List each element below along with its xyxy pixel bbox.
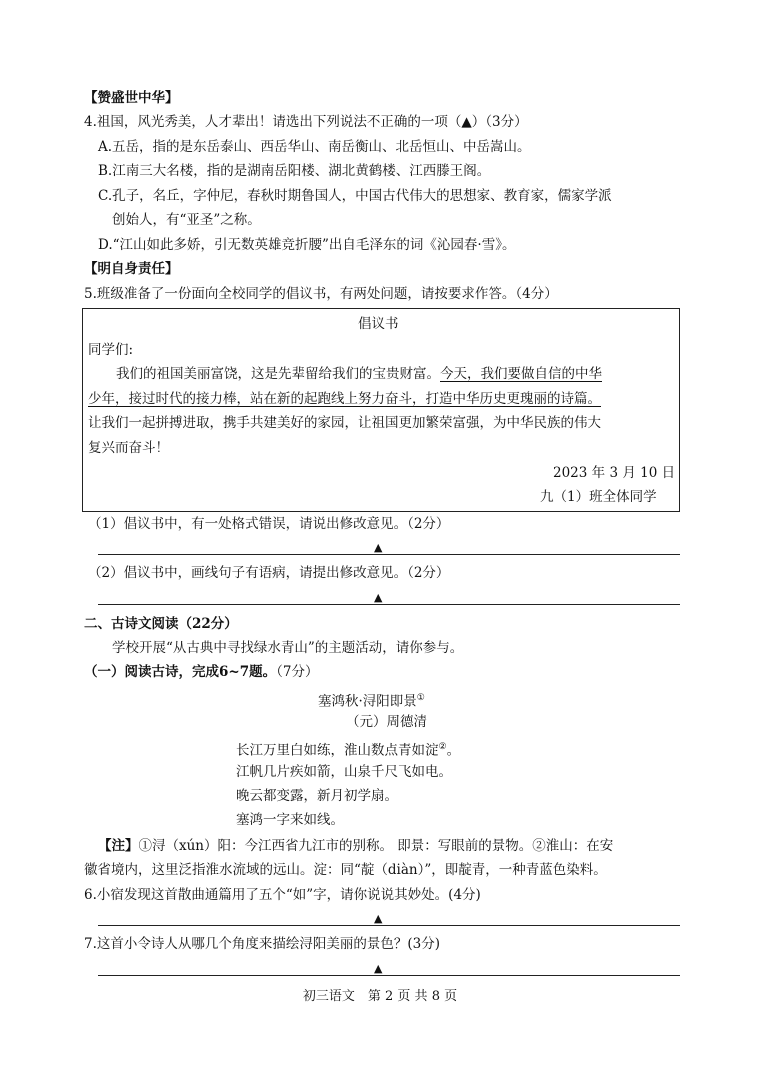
poem-line-1-footnote: ② — [438, 742, 447, 752]
part-1-label: （一）阅读古诗，完成6~7题。 — [84, 664, 277, 680]
proposal-signer: 九（1）班全体同学 — [540, 489, 657, 505]
answer-line[interactable] — [98, 554, 680, 555]
proposal-paragraph-line-1 — [116, 364, 602, 384]
poem-line-3: 晚云都变露，新月初学扇。 — [236, 788, 398, 804]
poem-author: （元）周德清 — [346, 714, 427, 730]
answer-mark: ▲ — [374, 591, 383, 604]
answer-mark: ▲ — [374, 541, 383, 554]
proposal-date: 2023 年 3 月 10 日 — [553, 465, 676, 481]
poem-title-text: 塞鸿秋·浔阳即景 — [318, 693, 417, 710]
question-4-option-a: A.五岳，指的是东岳泰山、西岳华山、南岳衡山、北岳恒山、中岳嵩山。 — [98, 139, 531, 155]
proposal-greeting: 同学们: — [88, 342, 134, 358]
part-1-score: （7分） — [276, 664, 319, 680]
proposal-underlined-sentence: 今天，我们要做自信的中华 — [440, 366, 602, 382]
section-heading-duty: 【明自身责任】 — [84, 261, 179, 277]
proposal-paragraph-line-3: 让我们一起拼搏进取，携手共建美好的家园，让祖国更加繁荣富强，为中华民族的伟大 — [88, 415, 601, 431]
answer-line[interactable] — [98, 925, 680, 926]
question-4-option-c-cont: 创始人，有“亚圣”之称。 — [112, 212, 261, 228]
question-4-option-b: B.江南三大名楼，指的是湖南岳阳楼、湖北黄鹤楼、江西滕王阁。 — [98, 163, 491, 179]
question-4-stem: 4.祖国，风光秀美，人才辈出！请选出下列说法不正确的一项（▲）（3分） — [84, 114, 528, 130]
poem-note-label: 【注】 — [98, 838, 139, 854]
poem-line-4: 塞鸿一字来如线。 — [236, 812, 344, 828]
page-footer: 初三语文 第 2 页 共 8 页 — [302, 989, 458, 1004]
proposal-sentence-1: 我们的祖国美丽富饶，这是先辈留给我们的宝贵财富。 — [116, 366, 440, 382]
question-4-option-c: C.孔子，名丘，字仲尼，春秋时期鲁国人，中国古代伟大的思想家、教育家，儒家学派 — [98, 188, 612, 204]
question-4-option-d: D.“江山如此多娇，引无数英雄竞折腰”出自毛泽东的词《沁园春·雪》。 — [98, 237, 516, 253]
poem-line-1-end: 。 — [446, 742, 461, 759]
question-6: 6.小宿发现这首散曲通篇用了五个“如”字，请你说说其妙处。(4分) — [84, 887, 481, 903]
question-7: 7.这首小令诗人从哪几个角度来描绘浔阳美丽的景色？(3分) — [84, 936, 441, 952]
poem-note-text: ①浔（xún）阳：今江西省九江市的别称。 即景：写眼前的景物。②淮山：在安 — [138, 838, 614, 854]
poem-note-line-2: 徽省境内，这里泛指淮水流域的远山。淀：同“靛（diàn）”，即靛青，一种青蓝色染料。 — [84, 862, 607, 878]
answer-mark: ▲ — [374, 962, 383, 975]
answer-line[interactable] — [98, 975, 680, 976]
part-1-heading — [84, 662, 318, 682]
section-heading-praise: 【赞盛世中华】 — [84, 90, 179, 106]
question-5-stem: 5.班级准备了一份面向全校同学的倡议书，有两处问题，请按要求作答。（4分） — [84, 286, 558, 302]
answer-mark: ▲ — [374, 912, 383, 925]
poem-line-2: 江帆几片疾如箭，山泉千尺飞如电。 — [236, 764, 452, 780]
question-5-sub-1: （1）倡议书中，有一处格式错误，请说出修改意见。（2分） — [88, 516, 450, 532]
question-5-sub-2: （2）倡议书中，画线句子有语病，请提出修改意见。（2分） — [88, 565, 450, 581]
poem-title — [318, 688, 425, 712]
proposal-paragraph-line-4: 复兴而奋斗！ — [88, 440, 169, 456]
proposal-paragraph-line-2: 少年，接过时代的接力棒，站在新的起跑线上努力奋斗，打造中华历史更瑰丽的诗篇。 — [88, 391, 601, 407]
proposal-title: 倡议书 — [358, 316, 399, 332]
answer-line[interactable] — [98, 604, 680, 605]
section-2-intro: 学校开展“从古典中寻找绿水青山”的主题活动，请你参与。 — [112, 640, 464, 656]
section-2-title: 二、古诗文阅读（22分） — [84, 616, 238, 632]
poem-note-line-1 — [98, 836, 613, 856]
poem-line-1-text: 长江万里白如练，淮山数点青如淀 — [236, 742, 439, 759]
poem-line-1 — [236, 737, 460, 761]
poem-title-footnote: ① — [416, 693, 425, 703]
